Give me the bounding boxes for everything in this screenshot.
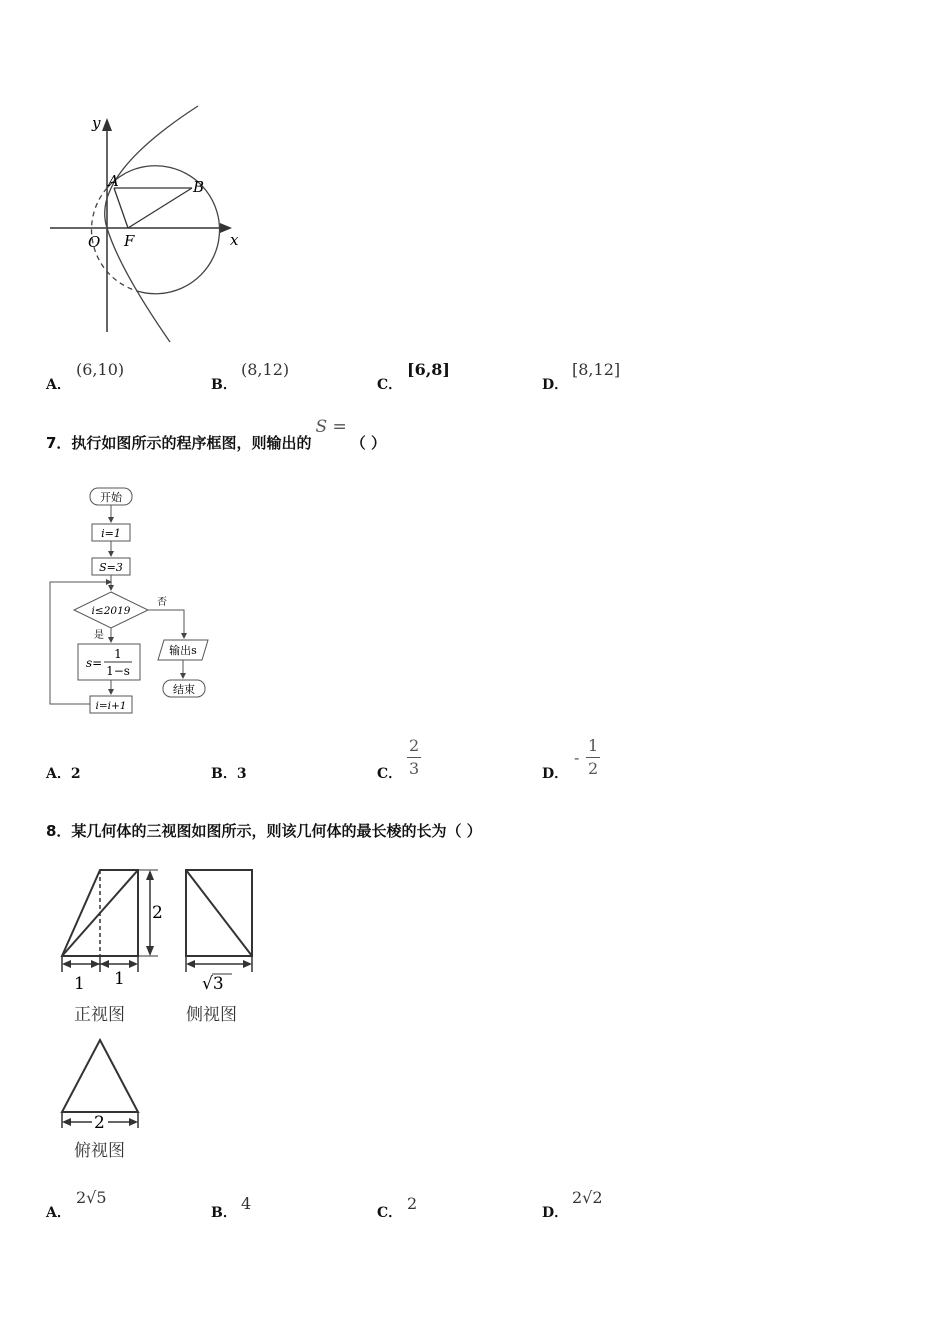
front-view-label: 正视图	[74, 1005, 125, 1025]
option-letter: C．	[377, 766, 403, 782]
option-value: 3	[236, 766, 247, 782]
q7-stem-text: 7．执行如图所示的程序框图，则输出的	[46, 434, 312, 452]
q7-option-b[interactable]	[211, 763, 247, 783]
q8-stem: 8．某几何体的三视图如图所示，则该几何体的最长棱的长为（ ）	[46, 822, 482, 840]
option-value: 2	[70, 766, 81, 782]
flow-output-text: 输出s	[169, 644, 197, 657]
q7-option-d[interactable]	[542, 736, 622, 786]
option-letter: B．	[211, 1205, 237, 1221]
y-axis-arrow-icon	[102, 118, 112, 131]
flow-no-label: 否	[157, 597, 167, 608]
parabola-circle-figure	[40, 100, 260, 350]
option-letter: C．	[377, 377, 403, 393]
option-value: [6,8]	[407, 360, 450, 379]
dim-top-label: 2	[94, 1113, 105, 1133]
fraction-numerator: 2	[407, 738, 421, 758]
fraction-denominator: 2	[588, 759, 599, 778]
flow-increment-text: i=i+1	[95, 700, 127, 712]
q7-stem-tail: （ ）	[350, 434, 386, 452]
top-view-label: 俯视图	[74, 1141, 125, 1161]
flow-assign-num: 1	[114, 647, 122, 661]
flow-condition-text: i≤2019	[91, 605, 131, 617]
option-value: 2√2	[572, 1188, 603, 1207]
option-letter: A．	[46, 377, 71, 393]
option-letter: A．	[46, 766, 71, 782]
flow-yes-label: 是	[94, 630, 104, 641]
option-fraction	[586, 738, 600, 777]
side-view-label: 侧视图	[186, 1005, 237, 1025]
label-o: O	[88, 233, 101, 251]
flow-end-text: 结束	[173, 683, 195, 696]
segment-af	[114, 188, 128, 228]
q7-stem-math: S =	[315, 417, 347, 437]
label-b: B	[193, 178, 205, 196]
label-f: F	[124, 232, 135, 250]
option-value: [8,12]	[572, 360, 621, 379]
label-x: x	[230, 231, 239, 249]
dim-side-label: √3	[202, 974, 224, 994]
option-letter: D．	[542, 1205, 569, 1221]
three-view-top	[52, 1030, 162, 1165]
flow-init-s-text: S=3	[99, 561, 123, 574]
option-fraction	[407, 738, 421, 777]
flow-start-text: 开始	[100, 491, 122, 504]
q7-stem	[46, 417, 386, 452]
dim-left-label: 1	[74, 974, 85, 994]
option-value: 2√5	[76, 1188, 107, 1207]
option-letter: B．	[211, 766, 237, 782]
label-a: A	[108, 172, 119, 190]
program-flowchart	[44, 482, 224, 718]
dim-height-label: 2	[152, 903, 163, 923]
dim-right-label: 1	[114, 969, 125, 989]
flow-assign-lhs: s=	[86, 656, 103, 670]
option-letter: D．	[542, 377, 569, 393]
option-letter: C．	[377, 1205, 403, 1221]
three-view-front-side	[52, 860, 272, 1030]
option-letter: D．	[542, 766, 569, 782]
flow-assign-den: 1−s	[106, 664, 130, 678]
fraction-denominator: 3	[409, 759, 420, 778]
flow-init-i-text: i=1	[101, 527, 121, 540]
option-value: (8,12)	[241, 360, 290, 379]
option-letter: B．	[211, 377, 237, 393]
fraction-numerator: 1	[586, 738, 600, 758]
parabola-curve	[105, 106, 198, 342]
q7-option-c[interactable]	[377, 736, 457, 786]
option-value: 2	[407, 1194, 418, 1213]
option-letter: A．	[46, 1205, 71, 1221]
q7-option-a[interactable]	[46, 763, 81, 783]
top-view-shape	[62, 1040, 138, 1112]
label-y: y	[92, 114, 101, 132]
option-value: 4	[241, 1194, 252, 1213]
segment-bf	[128, 188, 192, 228]
option-sign: -	[574, 748, 580, 767]
option-value: (6,10)	[76, 360, 125, 379]
